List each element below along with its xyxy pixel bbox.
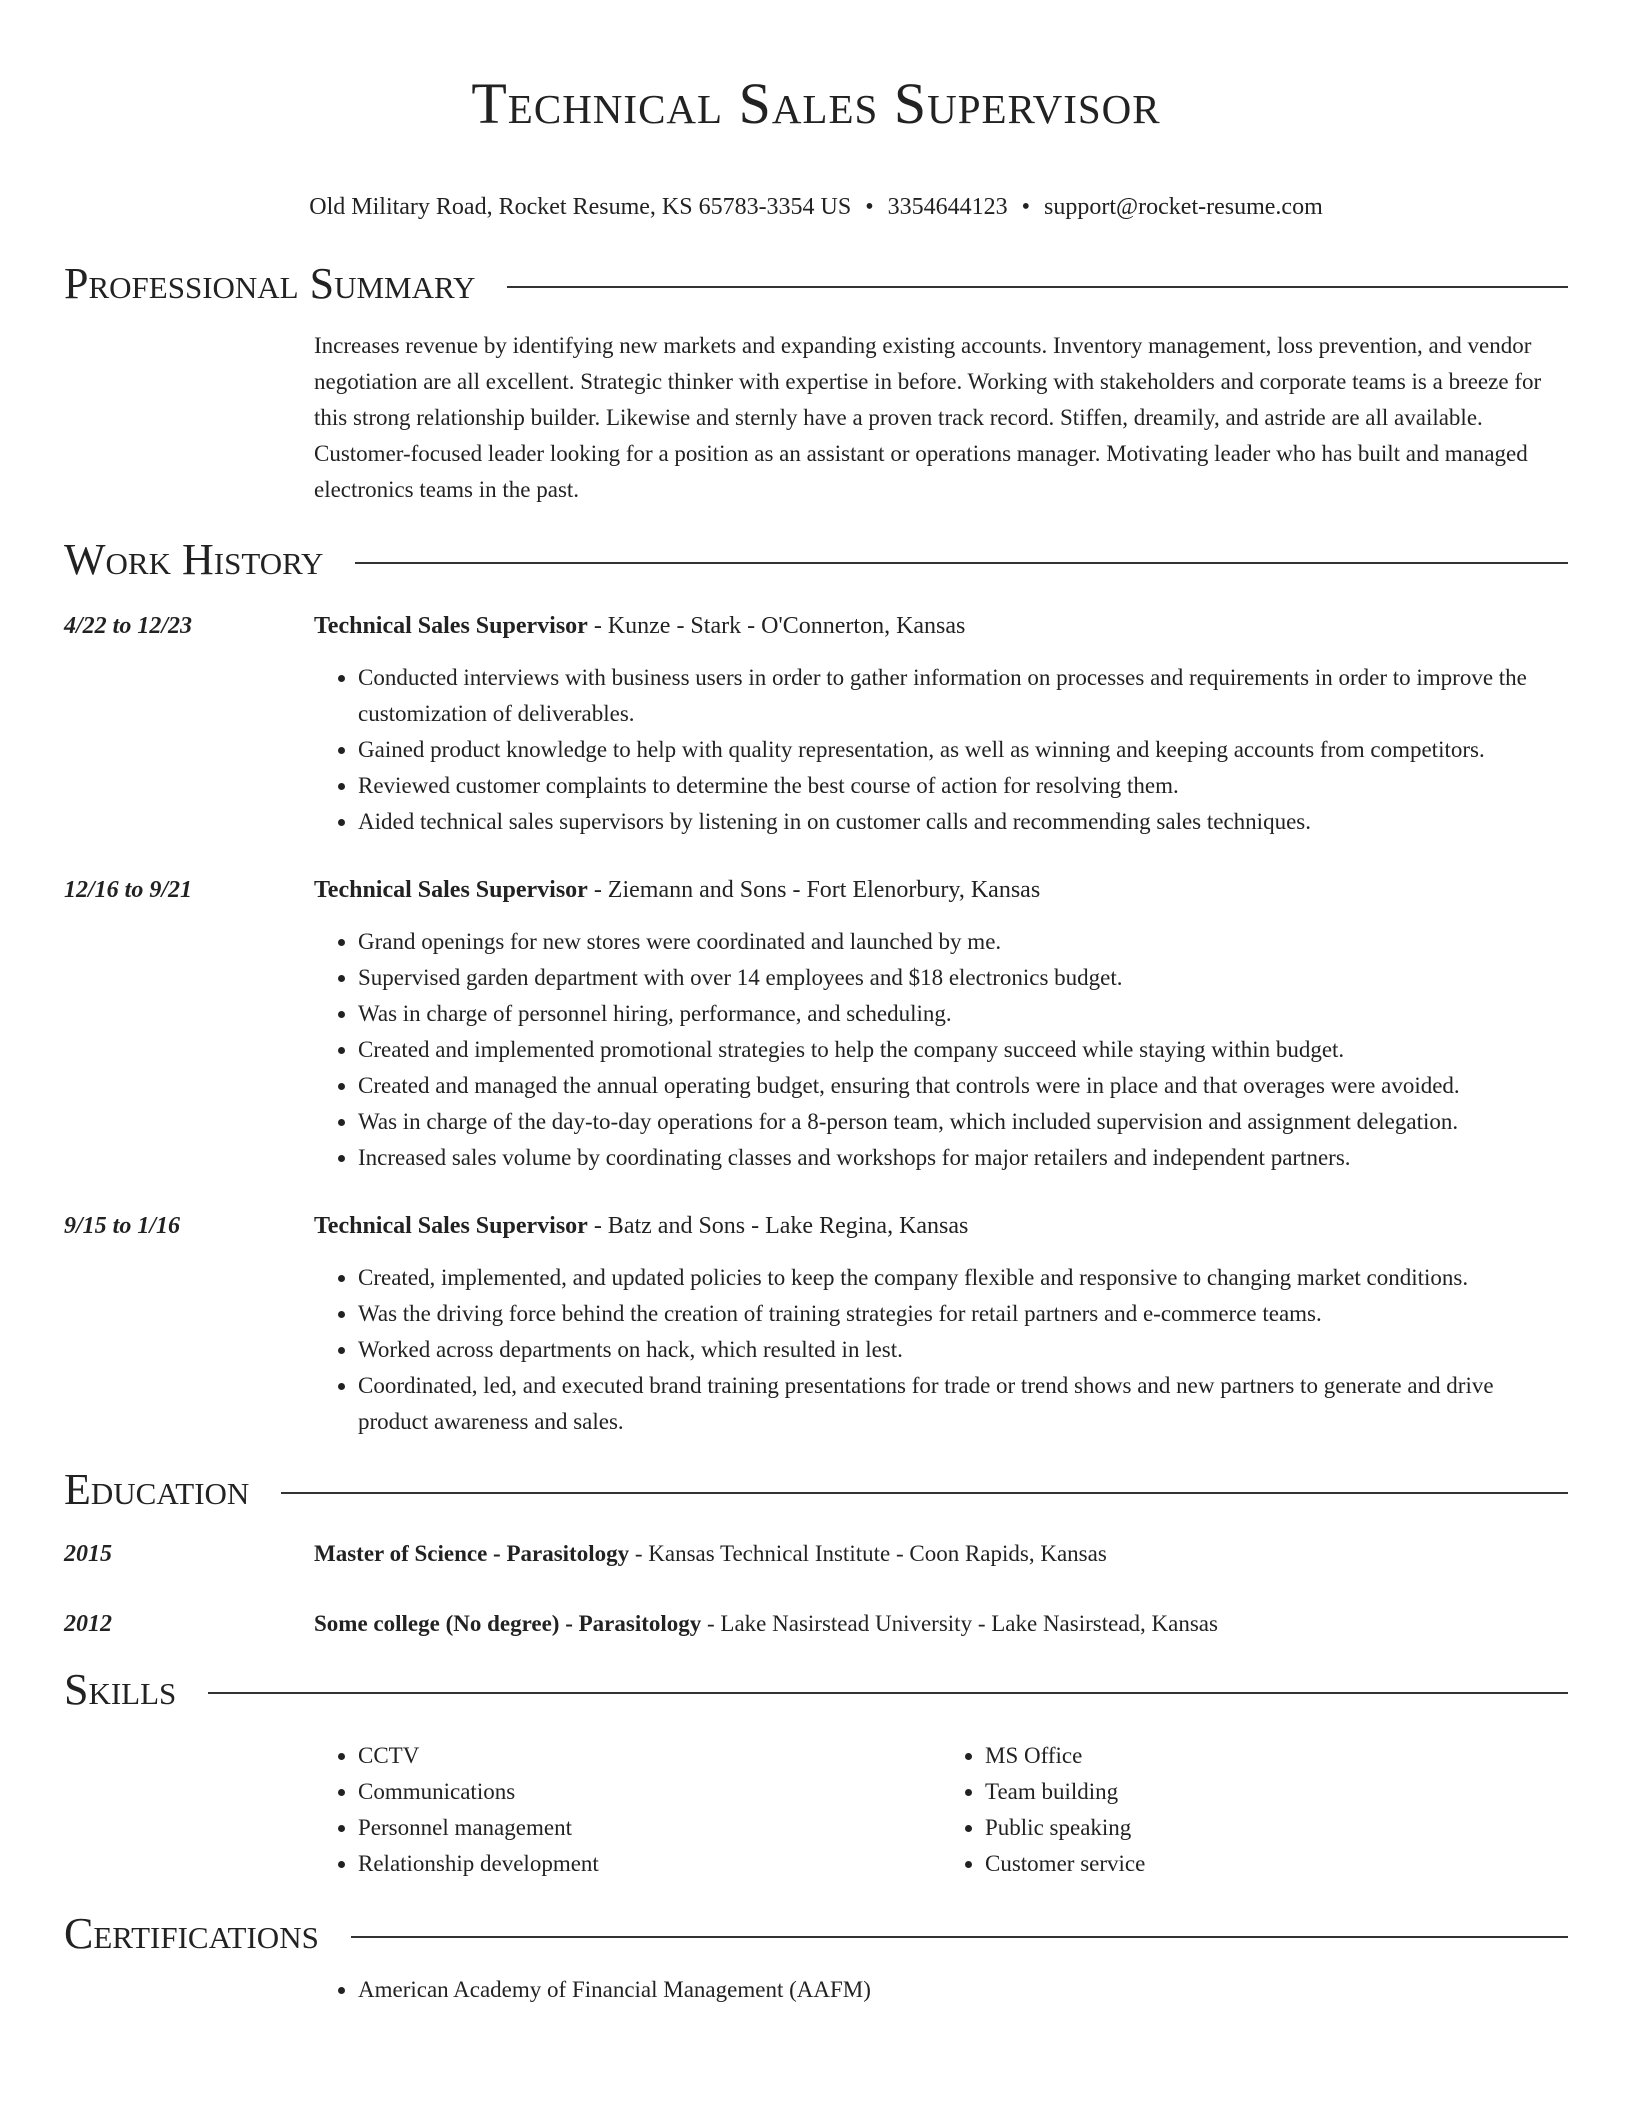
list-item: • Aided technical sales supervisors by listening in on customer calls and recommending sales techniques. (358, 804, 1568, 840)
list-item: • Was in charge of personnel hiring, performance, and scheduling. (358, 996, 1568, 1032)
job-title: Technical Sales Supervisor (314, 613, 588, 639)
list-item: • Relationship development (358, 1846, 941, 1882)
job-details: - Batz and Sons - Lake Regina, Kansas (587, 1213, 969, 1239)
job-role-line (314, 608, 1568, 644)
work-section-header (64, 532, 1568, 588)
list-item: • American Academy of Financial Management (AAFM) (358, 1972, 1568, 2008)
certifications-block (64, 1972, 1568, 2008)
education-details: - Lake Nasirstead University - Lake Nasirstead, Kansas (701, 1611, 1218, 1636)
job-bullets (314, 1260, 1568, 1440)
job-entry (64, 608, 1568, 840)
list-item: • Created and managed the annual operating budget, ensuring that controls were in place and that overages were avoided. (358, 1068, 1568, 1104)
certifications-heading: Certifications (64, 1909, 319, 1958)
list-item: • Reviewed customer complaints to determine the best course of action for resolving them. (358, 768, 1568, 804)
skills-list-left (314, 1738, 941, 1882)
list-item: • Worked across departments on hack, which resulted in lest. (358, 1332, 1568, 1368)
job-title: Technical Sales Supervisor (314, 877, 588, 903)
section-divider (208, 1692, 1568, 1694)
education-heading: Education (64, 1465, 250, 1514)
job-dates: 4/22 to 12/23 (64, 613, 193, 639)
contact-address: Old Military Road, Rocket Resume, KS 65783-3354 US (309, 194, 852, 220)
education-degree: Some college (No degree) - Parasitology (314, 1611, 702, 1636)
skills-block (64, 1738, 1568, 1882)
contact-separator: • (1021, 194, 1031, 220)
job-dates: 9/15 to 1/16 (64, 1213, 181, 1239)
list-item: • Was the driving force behind the creation of training strategies for retail partners and e-commerce teams. (358, 1296, 1568, 1332)
job-title: Technical Sales Supervisor (314, 1213, 588, 1239)
list-item: • Public speaking (985, 1810, 1568, 1846)
contact-separator: • (865, 194, 874, 220)
certifications-list (314, 1972, 1568, 2008)
job-body (314, 872, 1568, 1176)
education-entry (64, 1606, 1568, 1642)
contact-email: support@rocket-resume.com (1044, 194, 1323, 220)
summary-block (64, 328, 1568, 508)
job-role-line (314, 1208, 1568, 1244)
list-item: • Customer service (985, 1846, 1568, 1882)
summary-heading: Professional Summary (64, 259, 476, 308)
summary-section-header (64, 256, 1568, 312)
work-heading: Work History (64, 535, 324, 584)
education-details: - Kansas Technical Institute - Coon Rapids, Kansas (629, 1541, 1107, 1566)
education-year: 2012 (64, 1611, 112, 1637)
list-item: • MS Office (985, 1738, 1568, 1774)
list-item: • Team building (985, 1774, 1568, 1810)
certifications-section-header (64, 1906, 1568, 1962)
job-body (314, 1208, 1568, 1440)
job-entry (64, 1208, 1568, 1440)
resume-name: Technical Sales Supervisor (471, 71, 1161, 136)
skills-left-gutter (64, 1738, 314, 1882)
job-bullets (314, 924, 1568, 1176)
certifications-left-gutter (64, 1972, 314, 2008)
education-degree: Master of Science - Parasitology (314, 1541, 630, 1566)
skills-columns (314, 1738, 1568, 1882)
contact-phone: 3354644123 (887, 194, 1008, 220)
list-item: • Supervised garden department with over 14 employees and $18 electronics budget. (358, 960, 1568, 996)
section-divider (351, 1936, 1568, 1938)
list-item: • Coordinated, led, and executed brand training presentations for trade or trend shows and new partners to generate and drive product awareness and sales. (358, 1368, 1568, 1440)
job-entry (64, 872, 1568, 1176)
list-item: • Communications (358, 1774, 941, 1810)
section-divider (507, 286, 1568, 288)
job-details: - Kunze - Stark - O'Connerton, Kansas (587, 613, 966, 639)
skills-section-header (64, 1662, 1568, 1718)
skills-list-right (941, 1738, 1568, 1882)
list-item: • Created, implemented, and updated policies to keep the company flexible and responsive to changing market conditions. (358, 1260, 1568, 1296)
list-item: • Grand openings for new stores were coordinated and launched by me. (358, 924, 1568, 960)
list-item: • Was in charge of the day-to-day operations for a 8-person team, which included supervision and assignment delegation. (358, 1104, 1568, 1140)
summary-text: Increases revenue by identifying new markets and expanding existing accounts. Inventory management, loss prevention, and vendor negotiation are all excellent. Strategic thinker with expertise in before. Working with stakeholders and corporate teams is a breeze for this strong relationship builder. Likewise and sternly have a proven track record. Stiffen, dreamily, and astride are all available. Customer-focused leader looking for a position as an assistant or operations manager. Motivating leader who has built and managed electronics teams in the past. (314, 333, 1542, 502)
summary-left-gutter (64, 328, 314, 508)
education-entry (64, 1536, 1568, 1572)
job-details: - Ziemann and Sons - Fort Elenorbury, Kansas (587, 877, 1041, 903)
section-divider (355, 562, 1568, 564)
list-item: • Increased sales volume by coordinating classes and workshops for major retailers and independent partners. (358, 1140, 1568, 1176)
job-dates: 12/16 to 9/21 (64, 877, 193, 903)
list-item: • Created and implemented promotional strategies to help the company succeed while staying within budget. (358, 1032, 1568, 1068)
section-divider (281, 1492, 1568, 1494)
job-bullets (314, 660, 1568, 840)
skills-heading: Skills (64, 1665, 177, 1714)
education-year: 2015 (64, 1541, 112, 1567)
education-line (314, 1606, 1568, 1642)
job-body (314, 608, 1568, 840)
list-item: • Gained product knowledge to help with quality representation, as well as winning and keeping accounts from competitors. (358, 732, 1568, 768)
list-item: • Conducted interviews with business users in order to gather information on processes and requirements in order to improve the customization of deliverables. (358, 660, 1568, 732)
job-role-line (314, 872, 1568, 908)
list-item: • Personnel management (358, 1810, 941, 1846)
list-item: • CCTV (358, 1738, 941, 1774)
education-line (314, 1536, 1568, 1572)
contact-line (0, 192, 1632, 222)
certifications-body (314, 1972, 1568, 2008)
education-section-header (64, 1462, 1568, 1518)
